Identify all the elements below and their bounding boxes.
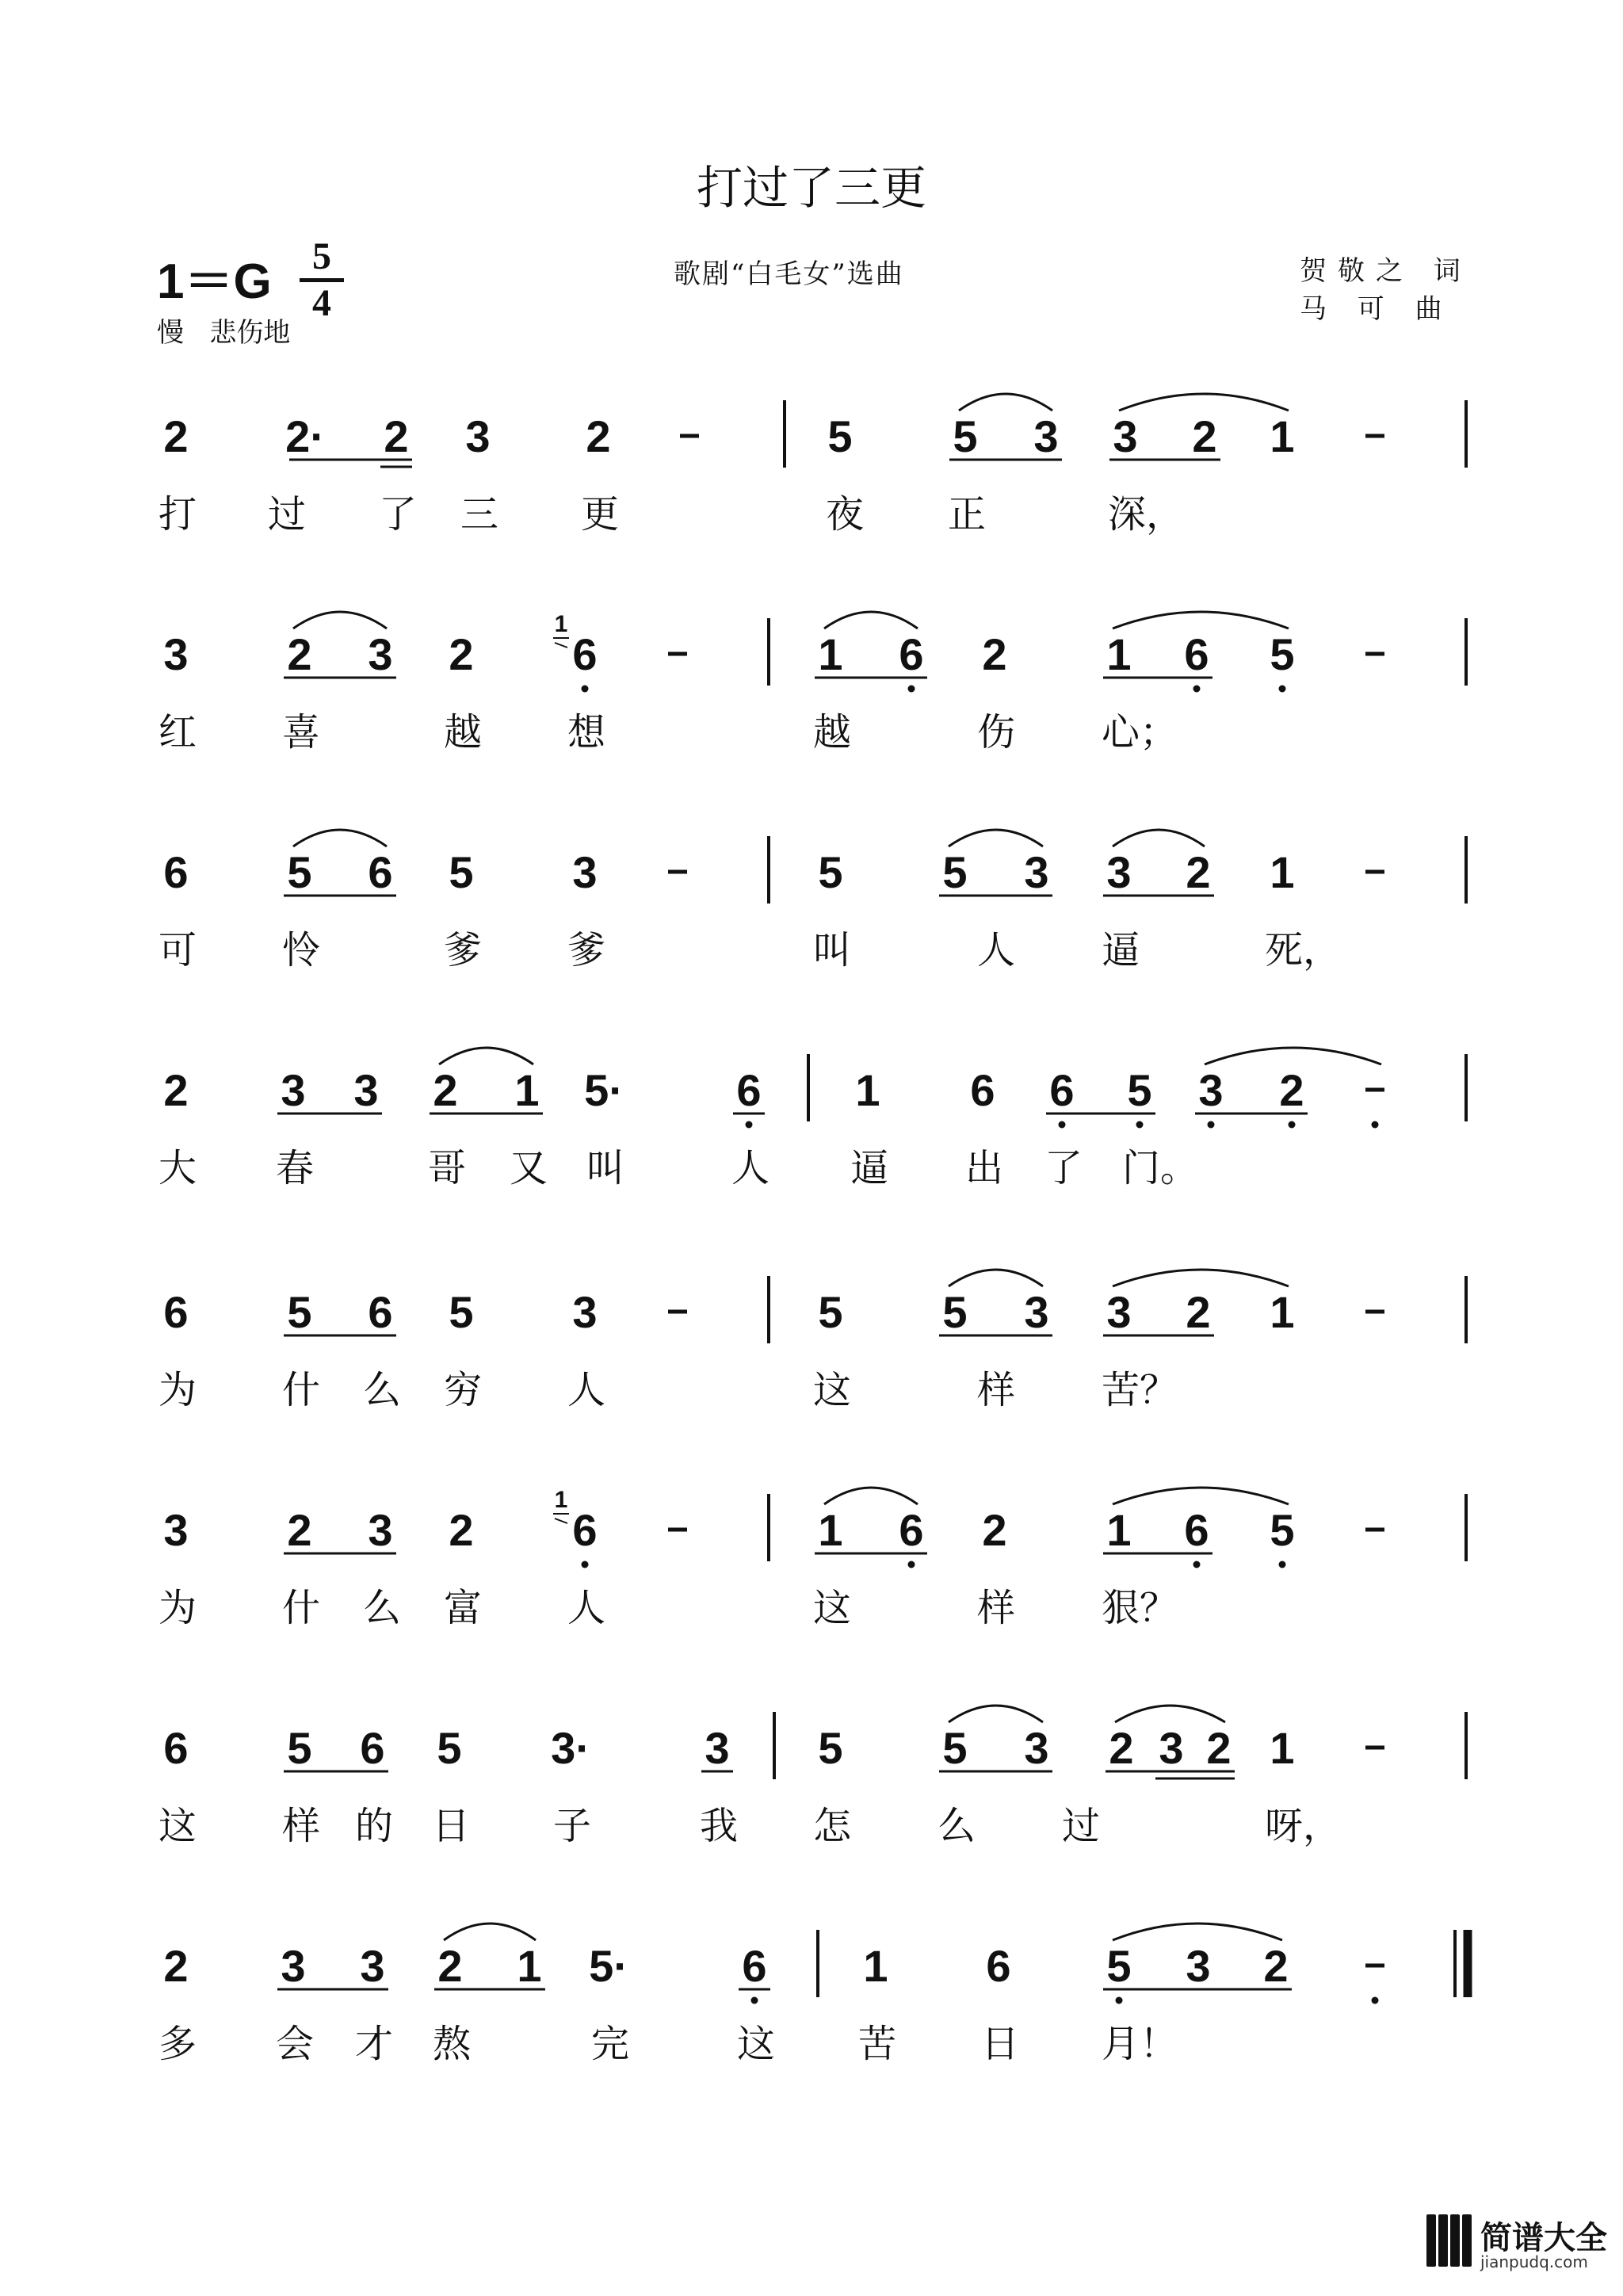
- note: 3: [1106, 1287, 1132, 1337]
- octave-dot: [1136, 1121, 1144, 1129]
- note: 6: [899, 629, 924, 679]
- lyric: 穷: [444, 1368, 483, 1412]
- time-numerator: 5: [312, 235, 331, 277]
- lyric: 逼: [1102, 928, 1140, 972]
- note: 2: [449, 629, 474, 679]
- note: 5: [1270, 1505, 1295, 1555]
- lyric: 会: [276, 2022, 315, 2066]
- lyric: 正: [948, 492, 987, 537]
- slur: [293, 830, 387, 846]
- note: 2: [287, 1505, 312, 1555]
- lyric: 多: [158, 2022, 197, 2066]
- lyric: 心；: [1102, 710, 1178, 755]
- note: 3: [1024, 847, 1049, 897]
- octave-dot: [751, 1997, 758, 2004]
- octave-dot: [908, 686, 915, 693]
- lyric: 春: [276, 1146, 315, 1190]
- grace-note: 1: [554, 611, 568, 637]
- note: 6: [368, 847, 393, 897]
- note: 3: [360, 1941, 385, 1991]
- note: 1: [1270, 847, 1295, 897]
- lyric: 才: [355, 2022, 394, 2066]
- slur: [1205, 1048, 1381, 1064]
- grace-note: 1: [554, 1487, 568, 1513]
- note: 5: [1106, 1941, 1132, 1991]
- lyric: 这: [813, 1586, 852, 1630]
- note: 5: [818, 1287, 843, 1337]
- note: 5: [449, 1287, 474, 1337]
- lyric: 三: [460, 492, 499, 537]
- piano-icon: [1426, 2214, 1472, 2267]
- lyric: 了: [1044, 1146, 1083, 1190]
- note: 2: [163, 1065, 189, 1115]
- lyric: 门。: [1122, 1146, 1199, 1190]
- note: 2: [449, 1505, 474, 1555]
- lyric: 日: [981, 2022, 1020, 2066]
- note: 3: [368, 629, 393, 679]
- note: 1: [863, 1941, 888, 1991]
- lyric: 这: [813, 1368, 852, 1412]
- lyric: 什: [282, 1586, 321, 1630]
- lyric: 大: [158, 1146, 197, 1190]
- grace-slash: [555, 643, 567, 648]
- site-logo: [1426, 2211, 1617, 2283]
- slur: [959, 394, 1052, 411]
- note: 6: [970, 1065, 995, 1115]
- note: 3: [1198, 1065, 1224, 1115]
- note: 3: [353, 1065, 379, 1115]
- note: 1: [855, 1065, 880, 1115]
- note: 5: [287, 847, 312, 897]
- lyric: 深，: [1108, 492, 1185, 537]
- note: 1: [818, 629, 843, 679]
- slur: [824, 1488, 918, 1504]
- lyric: 呀，: [1265, 1804, 1342, 1848]
- slur: [1113, 830, 1205, 846]
- slur: [1113, 1488, 1289, 1504]
- slur: [949, 830, 1043, 846]
- note: 2: [163, 411, 189, 461]
- note: 5·: [584, 1065, 624, 1115]
- note: 3: [1106, 847, 1132, 897]
- note: 1: [818, 1505, 843, 1555]
- lyric: 富: [444, 1586, 483, 1630]
- octave-dot: [1193, 686, 1201, 693]
- note: 6: [986, 1941, 1011, 1991]
- note: 3: [281, 1941, 306, 1991]
- note: 5: [449, 847, 474, 897]
- note: 3: [1113, 411, 1138, 461]
- octave-dot: [1208, 1121, 1215, 1129]
- slur: [949, 1270, 1043, 1286]
- octave-dot: [908, 1561, 915, 1568]
- lyric: 叫: [586, 1146, 625, 1190]
- note: 1: [517, 1941, 542, 1991]
- lyric: 狠？: [1102, 1586, 1178, 1630]
- note: 6: [163, 847, 189, 897]
- note: 5: [437, 1723, 462, 1773]
- note: 1: [1270, 411, 1295, 461]
- slur: [444, 1924, 536, 1940]
- note: 6: [1184, 629, 1209, 679]
- lyric: 哥: [428, 1146, 467, 1190]
- note: 2: [982, 1505, 1007, 1555]
- octave-dot: [1193, 1561, 1201, 1568]
- logo-text: 简谱大全: [1480, 2220, 1607, 2256]
- lyric: 什: [282, 1368, 321, 1412]
- note: 1: [1270, 1723, 1295, 1773]
- octave-dot: [1289, 1121, 1296, 1129]
- lyric: 这: [737, 2022, 776, 2066]
- lyric: 人: [567, 1586, 606, 1630]
- lyric: 么: [363, 1586, 402, 1630]
- octave-dot: [582, 686, 589, 693]
- note: 3: [1024, 1287, 1049, 1337]
- note: 1: [1106, 629, 1132, 679]
- lyric: 了: [379, 492, 418, 537]
- lyric: 更: [581, 492, 620, 537]
- note: 6: [736, 1065, 762, 1115]
- note: 5: [827, 411, 853, 461]
- tempo-marking: 慢 悲伤地: [157, 317, 291, 349]
- note: 2: [1186, 847, 1211, 897]
- note: 5: [287, 1287, 312, 1337]
- note: 3: [1024, 1723, 1049, 1773]
- lyric: 红: [158, 710, 197, 755]
- note: 6: [163, 1287, 189, 1337]
- octave-dot: [1372, 1997, 1379, 2004]
- note: 6: [899, 1505, 924, 1555]
- note: 5: [1127, 1065, 1152, 1115]
- lyric: 过: [268, 492, 307, 537]
- lyric: 这: [158, 1804, 197, 1848]
- slur: [1113, 612, 1289, 628]
- note: 6: [572, 629, 598, 679]
- note: 6: [163, 1723, 189, 1773]
- slur: [1119, 394, 1289, 411]
- composer-credit: 马 可 曲: [1300, 293, 1453, 325]
- octave-dot: [746, 1121, 753, 1129]
- note: 3: [705, 1723, 730, 1773]
- note: 6: [360, 1723, 385, 1773]
- note: 2: [287, 629, 312, 679]
- slur: [1113, 1270, 1289, 1286]
- note: 2: [1109, 1723, 1134, 1773]
- lyric: 么: [938, 1804, 976, 1848]
- note: 3: [465, 411, 491, 461]
- note: 6: [572, 1505, 598, 1555]
- slur: [439, 1048, 533, 1064]
- song-title: 打过了三更: [696, 161, 926, 215]
- note: 2: [982, 629, 1007, 679]
- note: 3·: [551, 1723, 590, 1773]
- note: 3: [572, 1287, 598, 1337]
- note: 1: [1270, 1287, 1295, 1337]
- lyric: 样: [977, 1368, 1016, 1412]
- note: 5: [818, 847, 843, 897]
- note: 2: [433, 1065, 458, 1115]
- lyric: 样: [977, 1586, 1016, 1630]
- octave-dot: [1279, 686, 1286, 693]
- note: 2: [384, 411, 409, 461]
- lyric: 为: [158, 1586, 197, 1630]
- lyric: 子: [553, 1804, 592, 1848]
- note: 2: [1186, 1287, 1211, 1337]
- note: 3: [1033, 411, 1059, 461]
- lyric: 叫: [813, 928, 852, 972]
- note: 5: [818, 1723, 843, 1773]
- note: 3: [281, 1065, 306, 1115]
- note: 2: [586, 411, 611, 461]
- lyric: 人: [731, 1146, 770, 1190]
- note: 5·: [589, 1941, 628, 1991]
- note: 1: [514, 1065, 540, 1115]
- subtitle: 歌剧“白毛女”选曲: [674, 258, 904, 290]
- note: 6: [1049, 1065, 1075, 1115]
- slur: [824, 612, 918, 628]
- note: 2: [1192, 411, 1217, 461]
- lyric: 夜: [826, 492, 865, 537]
- lyric: 的: [355, 1804, 394, 1848]
- slur: [1113, 1924, 1282, 1940]
- slur: [949, 1706, 1043, 1722]
- note: 5: [1270, 629, 1295, 679]
- lyric: 苦？: [1102, 1368, 1178, 1412]
- lyric: 又: [510, 1146, 548, 1190]
- note: 6: [368, 1287, 393, 1337]
- lyric: 逼: [850, 1146, 889, 1190]
- note: 1: [1106, 1505, 1132, 1555]
- lyric: 可: [158, 928, 197, 972]
- note: 3: [163, 629, 189, 679]
- note: 5: [287, 1723, 312, 1773]
- lyric: 月！: [1102, 2022, 1178, 2066]
- lyric: 出: [965, 1146, 1004, 1190]
- lyric: 完: [591, 2022, 630, 2066]
- note: 2: [437, 1941, 463, 1991]
- lyric: 么: [363, 1368, 402, 1412]
- lyric: 怎: [813, 1804, 852, 1848]
- octave-dot: [1372, 1121, 1379, 1129]
- lyric: 过: [1062, 1804, 1101, 1848]
- grace-slash: [555, 1519, 567, 1523]
- lyric: 越: [813, 710, 852, 755]
- octave-dot: [582, 1561, 589, 1568]
- lyric: 越: [444, 710, 483, 755]
- slur: [1115, 1706, 1225, 1722]
- note: 3: [368, 1505, 393, 1555]
- lyric: 想: [567, 710, 606, 755]
- note: 2: [163, 1941, 189, 1991]
- lyric: 样: [282, 1804, 321, 1848]
- note: 5: [942, 847, 968, 897]
- note: 5: [942, 1287, 968, 1337]
- note: 3: [1159, 1723, 1184, 1773]
- lyric: 日: [432, 1804, 471, 1848]
- lyric: 爹: [567, 928, 606, 972]
- note: 3: [163, 1505, 189, 1555]
- octave-dot: [1279, 1561, 1286, 1568]
- lyricist-credit: 贺敬之 词: [1300, 255, 1472, 287]
- note: 5: [942, 1723, 968, 1773]
- octave-dot: [1116, 1997, 1123, 2004]
- lyric: 我: [700, 1804, 739, 1848]
- note: 5: [953, 411, 978, 461]
- note: 6: [742, 1941, 767, 1991]
- time-denominator: 4: [312, 282, 331, 324]
- logo-url: jianpudq.com: [1480, 2252, 1588, 2271]
- note: 2: [1279, 1065, 1304, 1115]
- octave-dot: [1059, 1121, 1066, 1129]
- lyric: 为: [158, 1368, 197, 1412]
- slur: [293, 612, 387, 628]
- note: 2: [1263, 1941, 1289, 1991]
- note: 6: [1184, 1505, 1209, 1555]
- lyric: 爹: [444, 928, 483, 972]
- lyric: 怜: [282, 928, 321, 972]
- lyric: 死，: [1265, 928, 1342, 972]
- note: 2: [1206, 1723, 1232, 1773]
- note: 3: [1186, 1941, 1211, 1991]
- lyric: 人: [567, 1368, 606, 1412]
- lyric: 人: [977, 928, 1016, 972]
- key-signature: 1＝G: [157, 254, 272, 309]
- lyric: 伤: [977, 710, 1016, 755]
- lyric: 熬: [433, 2022, 472, 2066]
- lyric: 喜: [282, 710, 321, 755]
- lyric: 苦: [858, 2022, 897, 2066]
- lyric: 打: [158, 492, 197, 537]
- note: 2·: [285, 411, 325, 461]
- note: 3: [572, 847, 598, 897]
